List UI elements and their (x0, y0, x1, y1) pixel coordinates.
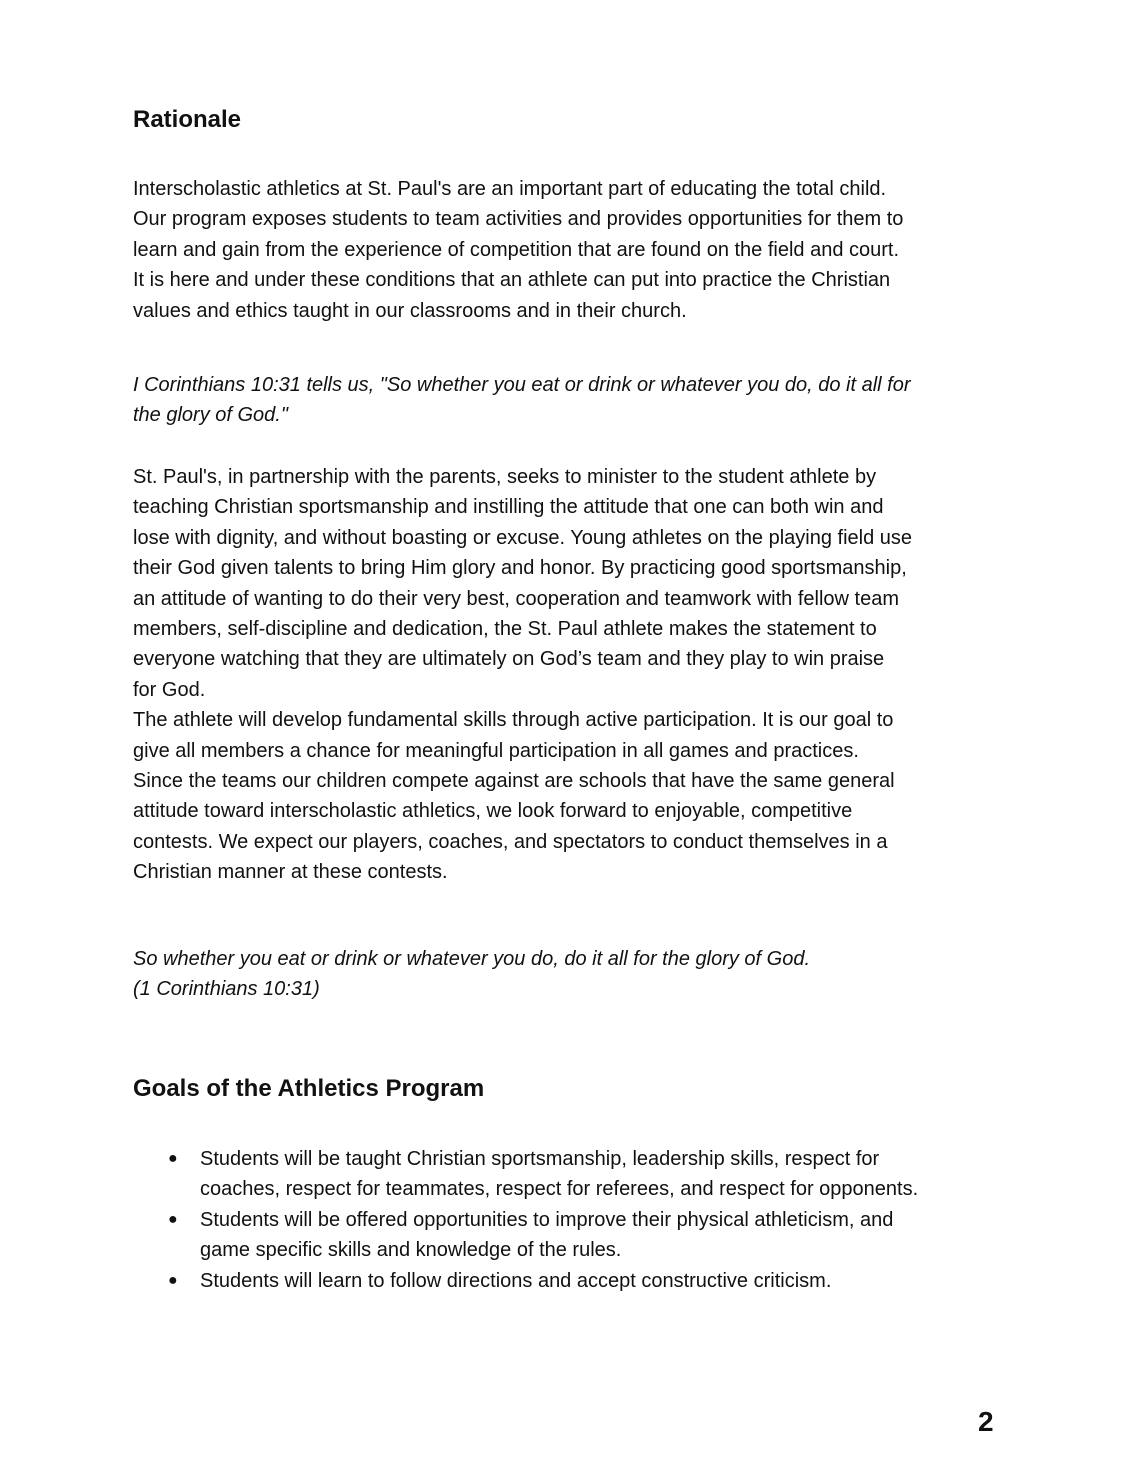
text-line: Christian manner at these contests. (133, 861, 448, 884)
text-line: attitude toward interscholastic athletics, we look forward to enjoyable, competitive (133, 800, 853, 823)
text-line: for God. (133, 678, 206, 701)
text-line: St. Paul's, in partnership with the parents, seeks to minister to the student athlete by (133, 466, 877, 488)
list-item (133, 1205, 1013, 1266)
text-line: I Corinthians 10:31 tells us, "So whether you eat or drink or whatever you do, do it all for (133, 374, 911, 396)
scripture-quote-1 (133, 370, 1013, 431)
text-line: an attitude of wanting to do their very best, cooperation and teamwork with fellow team (133, 587, 899, 610)
bullet-icon: ● (168, 1210, 178, 1228)
text-line: coaches, respect for teammates, respect for referees, and respect for opponents. (200, 1178, 919, 1201)
text-line: learn and gain from the experience of competition that are found on the field and court. (133, 238, 900, 261)
text-line: teaching Christian sportsmanship and instilling the attitude that one can both win and (133, 496, 884, 519)
text-line: values and ethics taught in our classrooms and in their church. (133, 299, 687, 322)
bullet-icon: ● (168, 1271, 178, 1289)
paragraph-rationale-intro (133, 174, 1013, 326)
text-line: Students will learn to follow directions and accept constructive criticism. (200, 1269, 832, 1292)
text-line: give all members a chance for meaningful participation in all games and practices. (133, 739, 859, 762)
text-line: Our program exposes students to team activities and provides opportunities for them to (133, 208, 904, 231)
text-line: (1 Corinthians 10:31) (133, 978, 320, 1001)
text-line: Since the teams our children compete against are schools that have the same general (133, 770, 895, 793)
scripture-quote-2 (133, 944, 1013, 1005)
text-line: the glory of God." (133, 404, 288, 427)
text-line: The athlete will develop fundamental skills through active participation. It is our goal to (133, 709, 894, 732)
bullet-icon: ● (168, 1150, 178, 1167)
text-line: Interscholastic athletics at St. Paul's are an important part of educating the total child. (133, 178, 887, 200)
text-line: Students will be offered opportunities to improve their physical athleticism, and (200, 1208, 894, 1231)
text-line: members, self-discipline and dedication, the St. Paul athlete makes the statement to (133, 618, 877, 641)
page-number: 2 (978, 1406, 994, 1437)
text-line: So whether you eat or drink or whatever you do, do it all for the glory of God. (133, 948, 811, 970)
text-line: Students will be taught Christian sportsmanship, leadership skills, respect for (200, 1148, 880, 1170)
text-line: It is here and under these conditions that an athlete can put into practice the Christian (133, 269, 891, 292)
text-line: their God given talents to bring Him glory and honor. By practicing good sportsmanship, (133, 557, 907, 580)
list-item (133, 1144, 1013, 1205)
text-line: lose with dignity, and without boasting or excuse. Young athletes on the playing field use (133, 526, 913, 549)
text-line: everyone watching that they are ultimately on God’s team and they play to win praise (133, 648, 885, 671)
list-item (133, 1266, 1013, 1296)
goals-list (133, 1144, 1013, 1296)
paragraph-partnership (133, 462, 1013, 888)
heading-goals: Goals of the Athletics Program (133, 1075, 485, 1102)
text-line: game specific skills and knowledge of the rules. (200, 1239, 622, 1262)
heading-rationale: Rationale (133, 106, 242, 133)
text-line: contests. We expect our players, coaches, and spectators to conduct themselves in a (133, 830, 888, 853)
